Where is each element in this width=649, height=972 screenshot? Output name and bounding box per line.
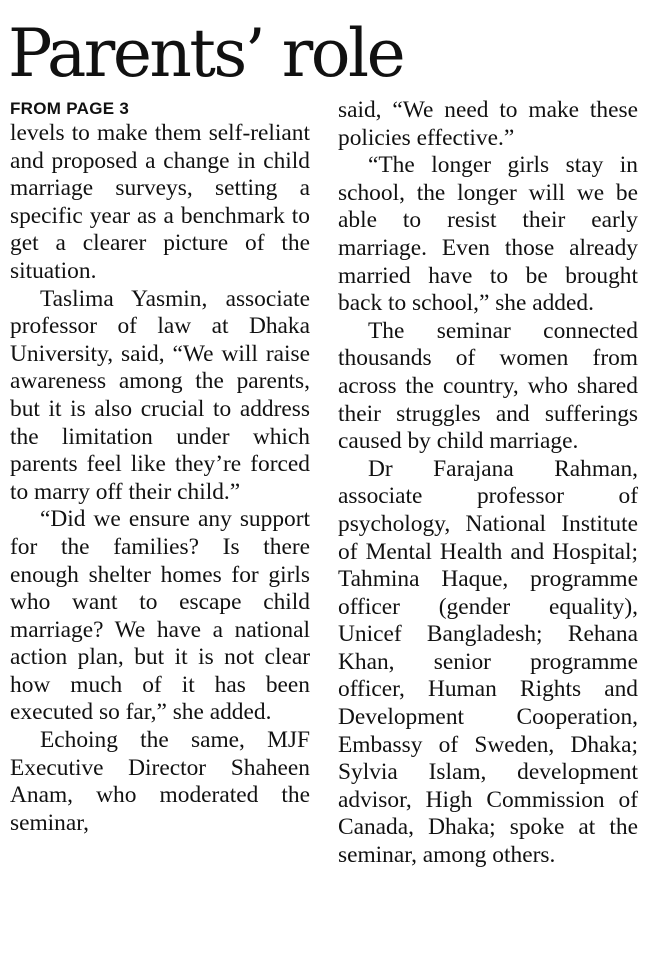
paragraph: The seminar connected thousands of women from across the country, who shared their struggles and sufferings caused by child marriage. xyxy=(338,317,638,455)
right-column xyxy=(338,97,638,870)
paragraph: Echoing the same, MJF Executive Director Shaheen Anam, who moderated the seminar, xyxy=(10,727,310,836)
paragraph: said, “We need to make these policies effective.” xyxy=(338,97,638,151)
paragraph: Taslima Yasmin, associate professor of law at Dhaka University, said, “We will raise awareness among the parents, but it is also crucial to address the limitation under which parents feel like they’re forced to marry off their child.” xyxy=(10,285,310,505)
left-column xyxy=(10,97,310,837)
paragraph: “The longer girls stay in school, the longer will we be able to resist their early marriage. Even those already married have to be brought back to school,” she added. xyxy=(338,152,638,317)
paragraph: “Did we ensure any support for the families? Is there enough shelter homes for girls who want to escape child marriage? We have a national action plan, but it is not clear how much of it has been executed so far,” she added. xyxy=(10,506,310,726)
paragraph: levels to make them self-reliant and proposed a change in child marriage surveys, setting a specific year as a benchmark to get a clearer picture of the situation. xyxy=(10,120,310,284)
paragraph: Dr Farajana Rahman, associate professor of psychology, National Institute of Mental Health and Hospital; Tahmina Haque, programme officer (gender equality), Unicef Bangladesh; Rehana Khan, senior programme officer, Human Rights and Development Cooperation, Embassy of Sweden, Dhaka; Sylvia Islam, development advisor, High Commission of Canada, Dhaka; spoke at the seminar, among others. xyxy=(338,455,638,869)
headline: Parents’ role xyxy=(8,15,404,92)
jump-line: FROM PAGE 3 xyxy=(10,99,130,118)
